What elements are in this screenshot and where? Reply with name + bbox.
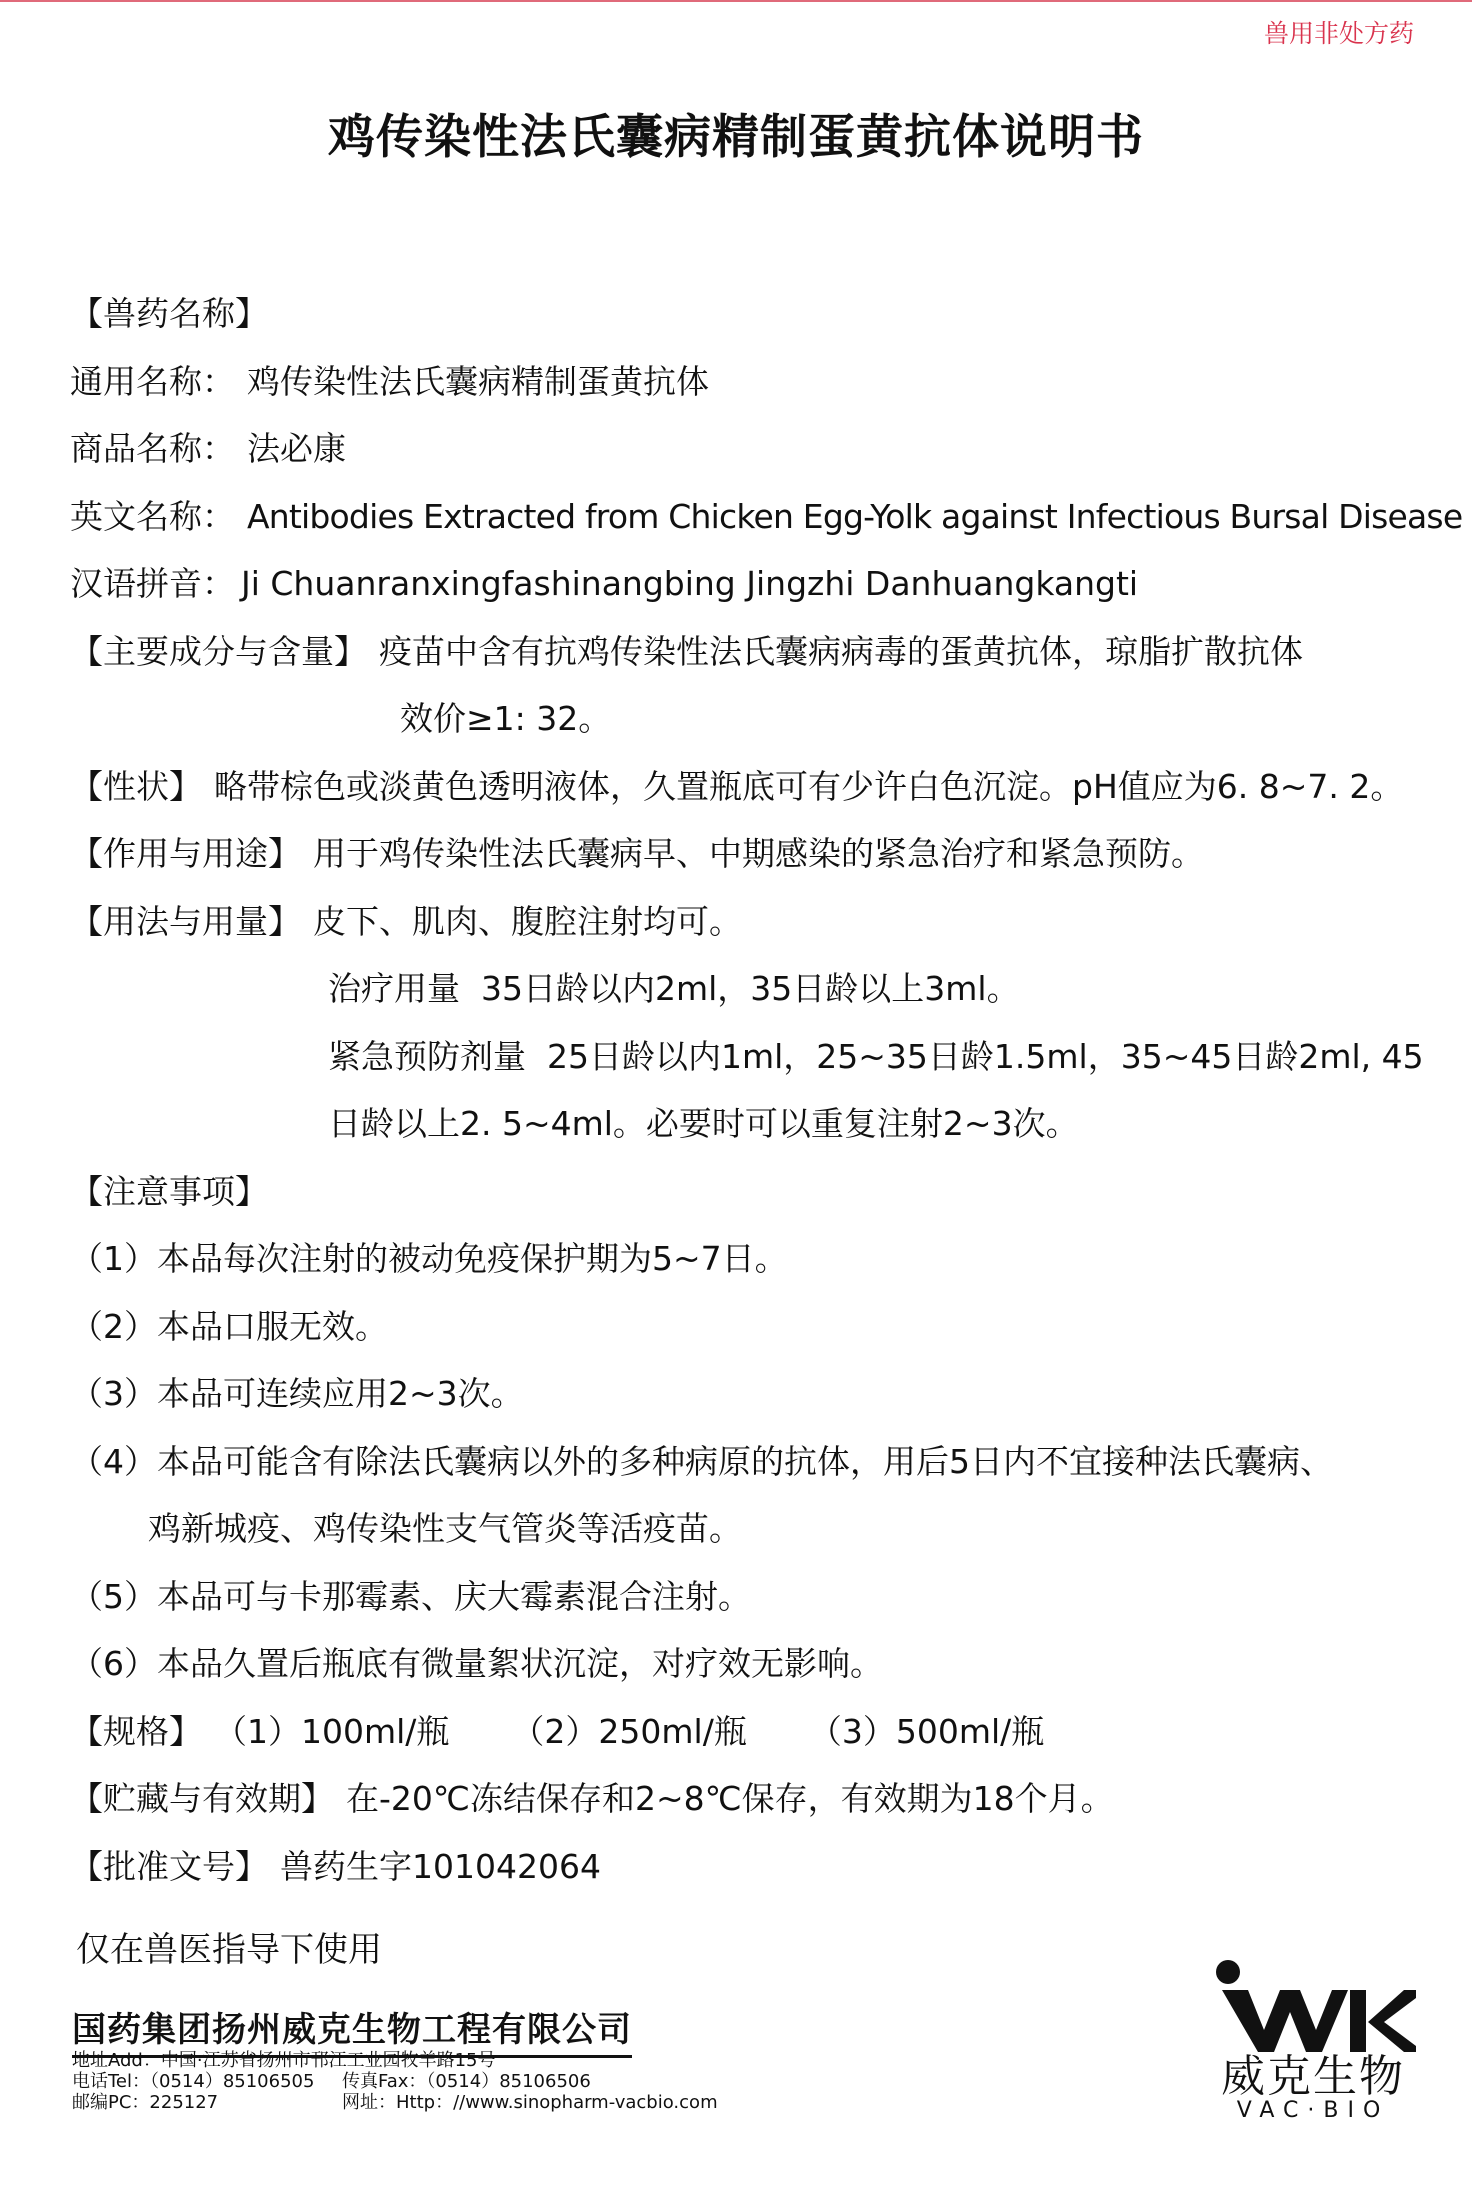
address: 地址Add：中国·江苏省扬州市邗江工业园牧羊路15号 — [72, 2050, 496, 2071]
rx-label: 兽用非处方药 — [1263, 19, 1414, 48]
trade-name-row — [70, 415, 1430, 483]
top-border-line — [0, 0, 1472, 2]
english-name-label: 英文名称： — [70, 496, 235, 536]
precaution-item-4-continuation: 鸡新城疫、鸡传染性支气管炎等活疫苗。 — [148, 1509, 742, 1548]
phone-row — [72, 2071, 718, 2092]
vet-use-notice: 仅在兽医指导下使用 — [76, 1930, 382, 1970]
pinyin-row — [70, 550, 1430, 618]
spec-1: （1）100ml/瓶 — [214, 1711, 450, 1751]
approval-label: 【批准文号】 — [70, 1846, 268, 1886]
approval-row — [70, 1833, 1430, 1901]
precautions-heading: 【注意事项】 — [70, 1171, 268, 1211]
composition-continuation: 效价≥1: 32。 — [400, 699, 612, 738]
dosage-route: 皮下、肌肉、腹腔注射均可。 — [313, 901, 742, 941]
postcode-row — [72, 2092, 718, 2113]
website: 网址：Http：//www.sinopharm-vacbio.com — [342, 2092, 718, 2113]
document-body — [70, 280, 1463, 1900]
name-heading: 【兽药名称】 — [70, 294, 268, 333]
storage-row — [70, 1765, 1430, 1833]
properties-label: 【性状】 — [70, 766, 202, 806]
composition-row — [70, 618, 1430, 686]
contact-block — [72, 2050, 718, 2113]
indications-row — [70, 820, 1430, 888]
logo-chinese-text: 威克生物 — [1221, 2051, 1405, 2102]
spec-3: （3）500ml/瓶 — [808, 1711, 1045, 1751]
storage-text: 在-20℃冻结保存和2~8℃保存，有效期为18个月。 — [346, 1779, 1114, 1818]
precaution-item-2: （2）本品口服无效。 — [70, 1306, 388, 1346]
specification-row — [70, 1698, 1430, 1766]
english-name-value: Antibodies Extracted from Chicken Egg-Yolk against Infectious Bursal Disease — [247, 496, 1463, 536]
precaution-item-3: （3）本品可连续应用2~3次。 — [70, 1374, 524, 1413]
dosage-treatment: 治疗用量 35日龄以内2ml，35日龄以上3ml。 — [328, 969, 1020, 1008]
english-name-row — [70, 483, 1463, 551]
specification-label: 【规格】 — [70, 1711, 202, 1751]
postcode: 邮编PC：225127 — [72, 2092, 219, 2113]
dosage-prevention: 紧急预防剂量 25日龄以内1ml，25~35日龄1.5ml，35~45日龄2ml, 45 — [328, 1036, 1424, 1076]
logo-english-text: VAC·BIO — [1236, 2098, 1390, 2123]
trade-name-label: 商品名称： — [70, 429, 235, 468]
composition-text: 疫苗中含有抗鸡传染性法氏囊病病毒的蛋黄抗体，琼脂扩散抗体 — [379, 631, 1303, 671]
properties-text: 略带棕色或淡黄色透明液体，久置瓶底可有少许白色沉淀。pH值应为6. 8~7. 2。 — [214, 766, 1404, 806]
fax: 传真Fax：（0514）85106506 — [342, 2071, 591, 2092]
dosage-prevention-continuation: 日龄以上2. 5~4ml。必要时可以重复注射2~3次。 — [328, 1104, 1079, 1143]
document-title: 鸡传染性法氏囊病精制蛋黄抗体说明书 — [328, 110, 1144, 165]
telephone: 电话Tel：（0514）85106505 — [72, 2071, 315, 2092]
dosage-row — [70, 888, 1430, 956]
pinyin-label: 汉语拼音： — [70, 564, 235, 603]
composition-label: 【主要成分与含量】 — [70, 631, 367, 671]
approval-number: 兽药生字101042064 — [280, 1846, 601, 1886]
generic-name-label: 通用名称： — [70, 361, 235, 401]
company-name: 国药集团扬州威克生物工程有限公司 — [72, 2002, 632, 2058]
dosage-label: 【用法与用量】 — [70, 901, 301, 941]
pinyin-value: Ji Chuanranxingfashinangbing Jingzhi Danhuangkangti — [241, 564, 1139, 603]
indications-label: 【作用与用途】 — [70, 834, 301, 873]
precaution-item-4: （4）本品可能含有除法氏囊病以外的多种病原的抗体，用后5日内不宜接种法氏囊病、 — [70, 1441, 1333, 1481]
precaution-item-1: （1）本品每次注射的被动免疫保护期为5~7日。 — [70, 1239, 788, 1278]
precaution-item-6: （6）本品久置后瓶底有微量絮状沉淀，对疗效无影响。 — [70, 1644, 883, 1683]
properties-row — [70, 753, 1430, 821]
generic-name-value: 鸡传染性法氏囊病精制蛋黄抗体 — [247, 361, 709, 401]
address-row — [72, 2050, 718, 2071]
trade-name-value: 法必康 — [247, 429, 346, 468]
indications-text: 用于鸡传染性法氏囊病早、中期感染的紧急治疗和紧急预防。 — [313, 834, 1204, 873]
precaution-item-5: （5）本品可与卡那霉素、庆大霉素混合注射。 — [70, 1576, 751, 1616]
storage-label: 【贮藏与有效期】 — [70, 1779, 334, 1818]
spec-2: （2）250ml/瓶 — [511, 1711, 747, 1751]
generic-name-row — [70, 348, 1430, 416]
